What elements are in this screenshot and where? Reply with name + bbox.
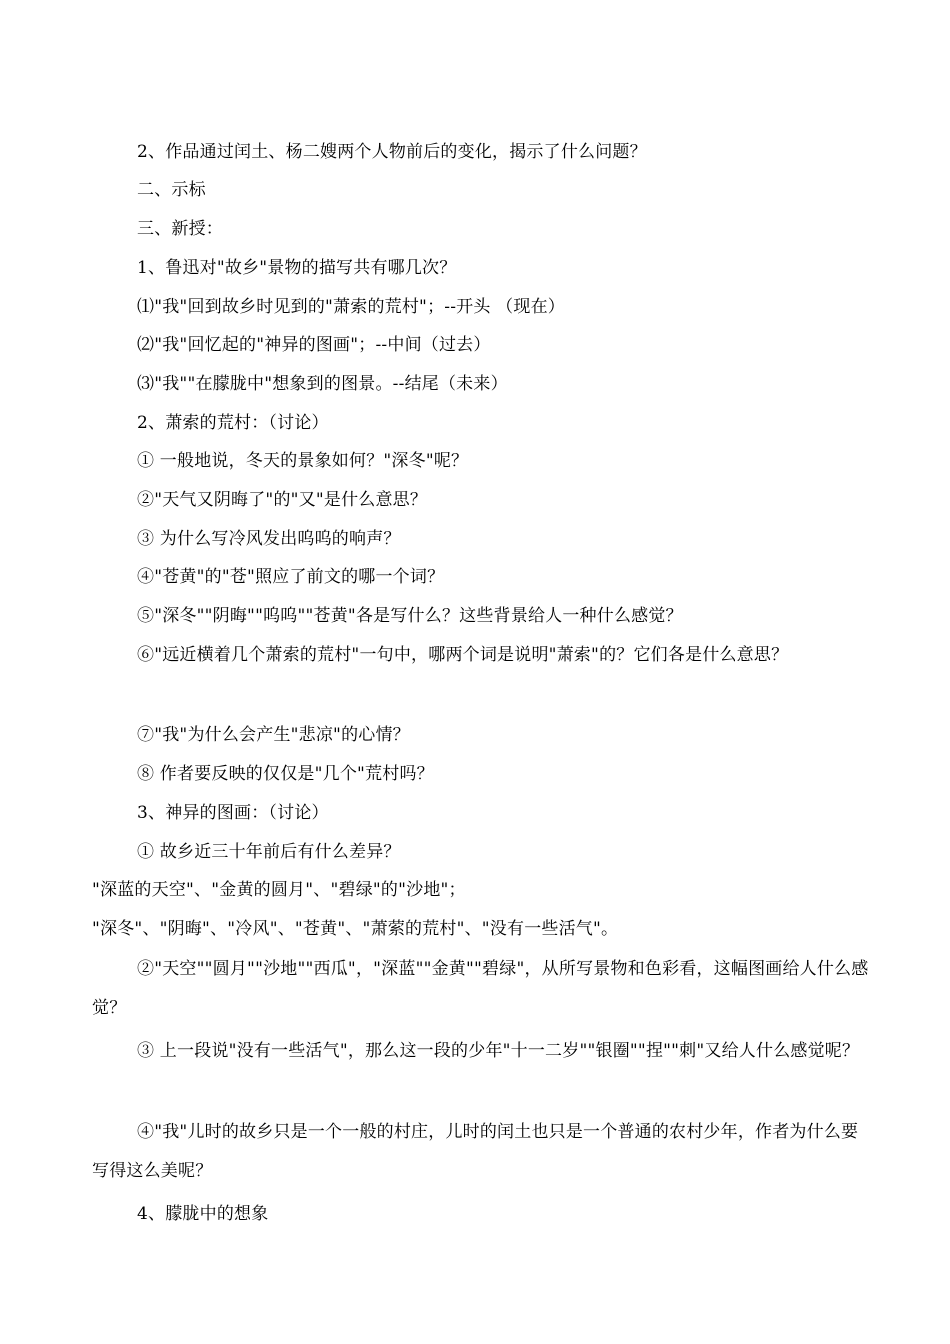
text-line: ③ 为什么写冷风发出呜呜的响声？ xyxy=(137,529,401,549)
text-line: ⑥"远近横着几个萧索的荒村"一句中，哪两个词是说明"萧索"的？它们各是什么意思？ xyxy=(137,645,789,665)
text-line: "深冬"、"阴晦"、"冷风"、"苍黄"、"萧萦的荒村"、"没有一些活气"。 xyxy=(92,919,619,939)
text-line: ① 故乡近三十年前后有什么差异？ xyxy=(137,842,401,862)
text-line: ① 一般地说，冬天的景象如何？"深冬"呢？ xyxy=(137,451,469,471)
paragraph: ④"我"儿时的故乡只是一个一般的村庄，儿时的闰土也只是一个普通的农村少年，作者为什么要写得这么美呢？ xyxy=(92,1122,859,1181)
text-line: 1、鲁迅对"故乡"景物的描写共有哪几次？ xyxy=(137,258,457,278)
text-line: 二、示标 xyxy=(137,180,206,200)
text-line: 三、新授： xyxy=(137,219,223,239)
text-line: ⑴"我"回到故乡时见到的"萧索的荒村"；--开头 （现在） xyxy=(137,297,565,317)
text-line: "深蓝的天空"、"金黄的圆月"、"碧绿"的"沙地"； xyxy=(92,880,466,900)
text-line: ⑤"深冬""阴晦""呜呜""苍黄"各是写什么？这些背景给人一种什么感觉？ xyxy=(137,606,683,626)
text-line: ⑧ 作者要反映的仅仅是"几个"荒村吗？ xyxy=(137,764,434,784)
text-line: 4、朦胧中的想象 xyxy=(137,1204,269,1224)
text-line: ④"苍黄"的"苍"照应了前文的哪一个词？ xyxy=(137,567,445,587)
text-line: ⑦"我"为什么会产生"悲凉"的心情？ xyxy=(137,725,410,745)
text-line: 3、神异的图画：（讨论） xyxy=(137,803,329,823)
paragraph: ②"天空""圆月""沙地""西瓜"，"深蓝""金黄""碧绿"，从所写景物和色彩看，这幅图画给人什么感觉？ xyxy=(92,959,869,1018)
text-line: ⑶"我""在朦胧中"想象到的图景。--结尾（未来） xyxy=(137,374,508,394)
text-line: 2、萧索的荒村：（讨论） xyxy=(137,413,329,433)
text-line: ②"天气又阴晦了"的"又"是什么意思？ xyxy=(137,490,428,510)
text-line: ⑵"我"回忆起的"神异的图画"；--中间（过去） xyxy=(137,335,491,355)
paragraph: ③ 上一段说"没有一些活气"，那么这一段的少年"十一二岁""银圈""捏""刺"又给人什么感觉呢？ xyxy=(137,1041,860,1061)
text-line: 2、作品通过闰土、杨二嫂两个人物前后的变化，揭示了什么问题？ xyxy=(137,142,647,162)
